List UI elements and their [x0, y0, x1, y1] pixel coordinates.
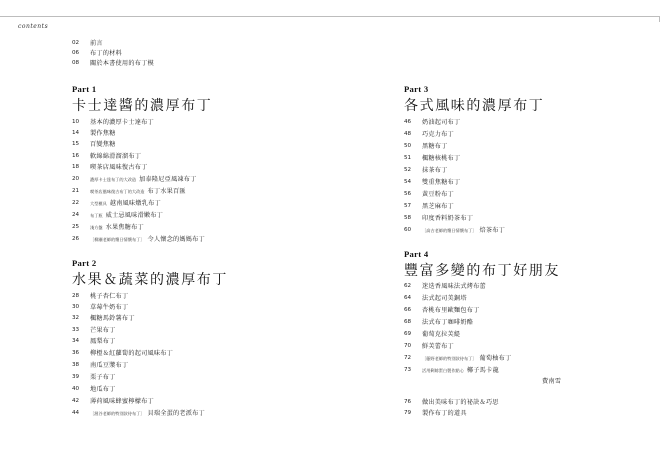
entry-tag: ［柳瀬老師的懷日情懷布丁］: [90, 237, 145, 242]
entry-title: ［柳瀬老師的懷日情懷布丁］ 令人懷念的媽媽布丁: [90, 236, 205, 243]
page-number: 06: [72, 50, 80, 56]
entry-title: 葡萄克拉芙緹: [422, 331, 461, 338]
entry-title: 抹茶布丁: [422, 167, 448, 174]
page-number: 46: [404, 119, 412, 125]
page-number: 18: [72, 164, 80, 170]
page-number: 24: [72, 212, 80, 218]
entry-title: 印度香料奶茶布丁: [422, 215, 474, 222]
entry-title: 奶油起司布丁: [422, 119, 461, 126]
part-label: Part 4: [404, 249, 429, 259]
page-number: 22: [72, 200, 80, 206]
entry-title: 法式布丁咖啡奶酪: [422, 319, 474, 326]
entry-title: 活用剩餘蛋白製作點心 椰子馬卡龍: [422, 367, 499, 374]
entry-tag: ［藤野老師的特別款待布丁］: [422, 356, 477, 361]
entry-title: ［渥谷老師的特別款待布丁］ 貝瑞全蛋的老派布丁: [90, 410, 205, 417]
entry-title: 喫茶店風味復古布丁: [90, 164, 148, 171]
entry-title: ［藤野老師的特別款待布丁］ 葡萄柚布丁: [422, 355, 512, 362]
page-header: [0, 0, 663, 30]
entry-title: 淺方盤 水果焦糖布丁: [90, 224, 144, 231]
entry-tag: 淺方盤: [90, 225, 103, 230]
page-number: 36: [72, 350, 80, 356]
page-number: 15: [72, 141, 80, 147]
part-1-section: [72, 84, 322, 249]
page-number: 76: [404, 399, 412, 405]
entry-title: 芒果布丁: [90, 327, 116, 334]
page-number: 70: [404, 343, 412, 349]
entry-title: 南瓜豆漿布丁: [90, 362, 129, 369]
entry-title: 栗子布丁: [90, 374, 116, 381]
page-number: 51: [404, 155, 412, 161]
page-number: 33: [72, 327, 80, 333]
entry-title: 鳳梨布丁: [90, 338, 116, 345]
entry-title: 桃子杏仁布丁: [90, 293, 129, 300]
entry-title: 草莓牛奶布丁: [90, 304, 129, 311]
part-title: 卡士達醬的濃厚布丁: [72, 98, 213, 114]
page-number: 25: [72, 224, 80, 230]
entry-title: 巧克力布丁: [422, 131, 454, 138]
page-number: 39: [72, 374, 80, 380]
page-number: 32: [72, 315, 80, 321]
header-rule-end: [659, 16, 660, 22]
page-number: 54: [404, 179, 412, 185]
page-number: 58: [404, 215, 412, 221]
entry-tag: 喫茶店風味復古布丁的大改造: [90, 189, 145, 194]
entry-title: 關於本書使用的布丁模: [90, 60, 154, 67]
page-number: 44: [72, 410, 80, 416]
page-number: 68: [404, 319, 412, 325]
entry-title: 薄荷風味蜂蜜檸檬布丁: [90, 398, 154, 405]
header-rule: [0, 16, 660, 17]
entry-title: 做出美味布丁的祕訣＆巧思: [422, 399, 499, 406]
entry-tag: 大型模具: [90, 201, 107, 206]
page-number: 56: [404, 191, 412, 197]
page-number: 72: [404, 355, 412, 361]
entry-title: 前言: [90, 40, 103, 47]
entry-title: 鮮芙蕾布丁: [422, 343, 454, 350]
entry-tag: 活用剩餘蛋白製作點心: [422, 368, 464, 373]
front-matter-list: [72, 41, 322, 71]
page-number: 02: [72, 40, 80, 46]
page-number: 62: [404, 283, 412, 289]
entry-title: 黑芝麻布丁: [422, 203, 454, 210]
page-number: 60: [404, 227, 412, 233]
entry-title: 軟綿綿滑溜溜布丁: [90, 153, 142, 160]
page-number: 40: [72, 386, 80, 392]
part-title: 各式風味的濃厚布丁: [404, 98, 545, 114]
entry-title: 迷迭香風味法式烤布蕾: [422, 283, 486, 290]
entry-tag: ［渥谷老師的特別款待布丁］: [90, 411, 145, 416]
page-number: 38: [72, 362, 80, 368]
part-3-section: [404, 84, 644, 234]
entry-title: 製作布丁的道具: [422, 410, 467, 417]
page-number: 64: [404, 295, 412, 301]
part-2-section: [72, 258, 322, 418]
page-number: 28: [72, 293, 80, 299]
entry-title: 布丁瓶 威士忌風味滑嫩布丁: [90, 212, 164, 219]
entry-title: 黑糖布丁: [422, 143, 448, 150]
page-number: 20: [72, 176, 80, 182]
page-number: 48: [404, 131, 412, 137]
entry-title: 楓糖馬鈴薯布丁: [90, 315, 135, 322]
part-label: Part 2: [72, 258, 97, 268]
page-number: 16: [72, 153, 80, 159]
entry-title: 百變焦糖: [90, 141, 116, 148]
part-title: 豐富多變的布丁好朋友: [404, 263, 560, 279]
page-number: 42: [72, 398, 80, 404]
entry-title: 柳橙＆紅蘿蔔的起司風味布丁: [90, 350, 174, 357]
part-label: Part 1: [72, 84, 97, 94]
page-number: 26: [72, 236, 80, 242]
page-number: 73: [404, 367, 412, 373]
entry-title: 黃豆粉布丁: [422, 191, 454, 198]
page-number: 52: [404, 167, 412, 173]
entry-title: 布丁的材料: [90, 50, 122, 57]
page-number: 69: [404, 331, 412, 337]
entry-title: 地瓜布丁: [90, 386, 116, 393]
entry-title: ［高吉老師的懷日情懷布丁］ 焙茶布丁: [422, 227, 506, 234]
entry-title: 基本的濃厚卡士達布丁: [90, 119, 154, 126]
page-number: 34: [72, 338, 80, 344]
part-4-section: [404, 249, 644, 385]
entry-title: 製作焦糖: [90, 130, 116, 137]
part-label: Part 3: [404, 84, 429, 94]
back-matter-list: [404, 400, 644, 422]
entry-tag: 布丁瓶: [90, 213, 103, 218]
page-number: 14: [72, 130, 80, 136]
page-number: 10: [72, 119, 80, 125]
page-number: 08: [72, 60, 80, 66]
page-number: 30: [72, 304, 80, 310]
entry-title: 楓糖核桃布丁: [422, 155, 461, 162]
entry-title: 法式起司美銅塔: [422, 295, 467, 302]
page-number: 21: [72, 188, 80, 194]
part-title: 水果＆蔬菜的濃厚布丁: [72, 272, 228, 288]
contents-label: contents: [18, 23, 49, 30]
entry-title: 雙重焦糖布丁: [422, 179, 461, 186]
entry-title: 費南雪: [542, 378, 562, 385]
entry-tag: ［高吉老師的懷日情懷布丁］: [422, 228, 477, 233]
page-number: 57: [404, 203, 412, 209]
entry-title: 大型模具 越南風味燉乳布丁: [90, 200, 161, 207]
entry-title: 喫茶店風味復古布丁的大改造 布丁水果百匯: [90, 188, 186, 195]
page-number: 66: [404, 307, 412, 313]
page-number: 50: [404, 143, 412, 149]
entry-tag: 濃厚卡士達布丁的大改造: [90, 177, 137, 182]
page-number: 79: [404, 410, 412, 416]
entry-title: 杏桃布里歐麵包布丁: [422, 307, 480, 314]
entry-title: 濃厚卡士達布丁的大改造 加泰隆尼亞風凍布丁: [90, 176, 197, 183]
